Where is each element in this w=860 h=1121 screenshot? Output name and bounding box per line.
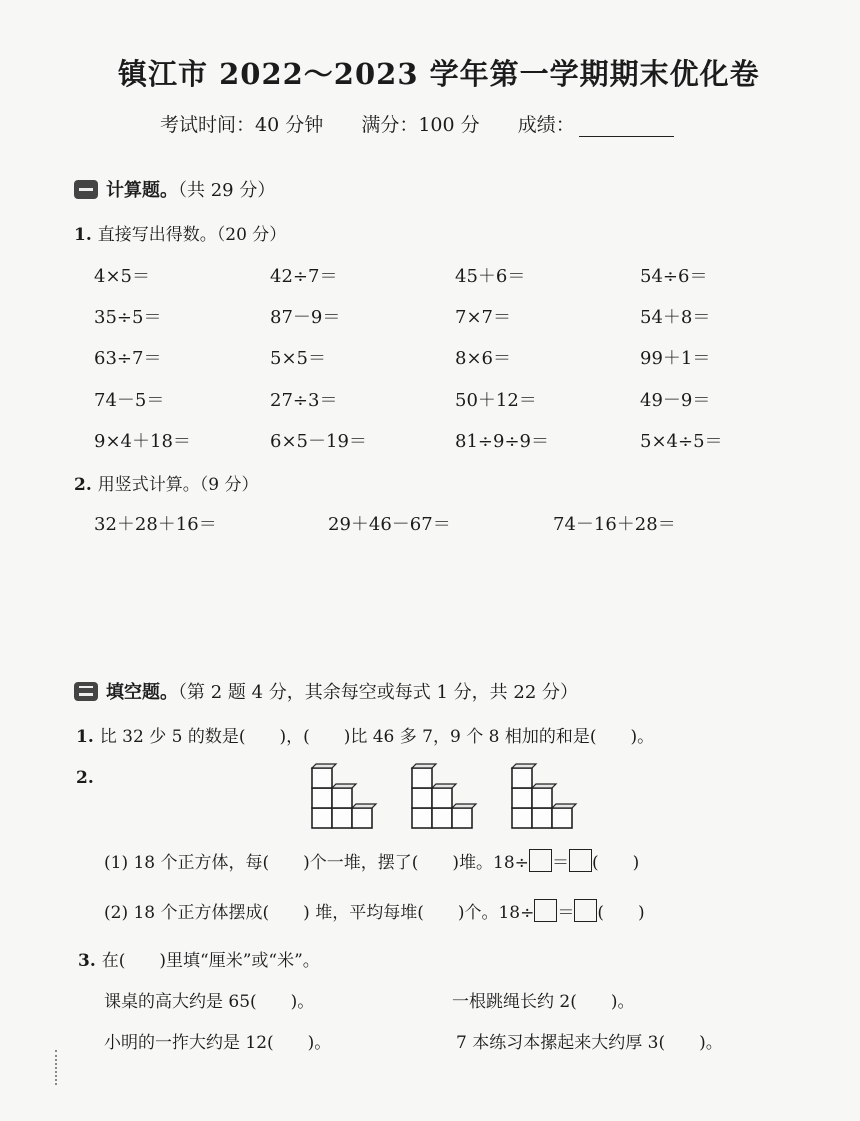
s2-q1-number: 1. xyxy=(76,727,94,747)
cube xyxy=(512,768,532,788)
calc-item: 6×5－19＝ xyxy=(270,431,367,452)
score-blank[interactable] xyxy=(579,118,674,137)
s1-q1-prompt xyxy=(74,220,286,245)
full-score: 满分：100 分 xyxy=(361,114,480,136)
section2-header xyxy=(74,678,578,704)
cube-top-face xyxy=(352,804,376,808)
calc-item: 54＋8＝ xyxy=(640,307,711,328)
calc-item: 87－9＝ xyxy=(270,307,341,328)
section1-header xyxy=(74,176,275,202)
cube xyxy=(532,788,552,808)
cube xyxy=(512,788,532,808)
cube-top-face xyxy=(552,804,576,808)
binding-margin-dots xyxy=(55,1050,59,1085)
cube-stacks-figure xyxy=(310,762,578,830)
s2-q3-number: 3. xyxy=(78,951,96,971)
vertical-calc-2: 29＋46－67＝ xyxy=(328,514,451,535)
cube xyxy=(432,788,452,808)
cube xyxy=(352,808,372,828)
s2-q2-number-wrap xyxy=(76,768,100,788)
section-one-icon xyxy=(74,180,98,199)
cube-stack-3 xyxy=(510,762,578,830)
cube xyxy=(452,808,472,828)
s2-q2-sub1 xyxy=(104,848,639,873)
s1-q2-text: 用竖式计算。（9 分） xyxy=(97,475,259,495)
calc-item: 74－5＝ xyxy=(94,390,165,411)
section2-title: 填空题。 xyxy=(106,682,178,703)
cube-top-face xyxy=(332,784,356,788)
section2-points: （第 2 题 4 分，其余每空或每式 1 分，共 22 分） xyxy=(178,682,579,703)
cube-top-face xyxy=(312,764,336,768)
calc-item: 9×4＋18＝ xyxy=(94,431,191,452)
section1-points: （共 29 分） xyxy=(178,180,276,201)
s1-q2-prompt xyxy=(74,470,258,495)
cube xyxy=(412,768,432,788)
calc-item: 63÷7＝ xyxy=(94,348,162,369)
s2-q2-sub1-tail: ( ) xyxy=(591,853,640,873)
calc-item: 5×4÷5＝ xyxy=(640,431,723,452)
calc-item: 4×5＝ xyxy=(94,266,150,287)
s2-q2-sub2-text: (2) 18 个正方体摆成( ) 堆，平均每堆( )个。18÷ xyxy=(104,903,535,923)
cube xyxy=(312,808,332,828)
unit-item-1: 课桌的高大约是 65( )。 xyxy=(104,992,315,1012)
score-label: 成绩： xyxy=(517,114,575,136)
answer-box[interactable] xyxy=(534,899,557,922)
s2-q3-prompt xyxy=(78,946,320,971)
cube xyxy=(332,808,352,828)
calc-item: 81÷9÷9＝ xyxy=(455,431,549,452)
cube xyxy=(532,808,552,828)
s1-q2-number: 2. xyxy=(74,475,92,495)
cube xyxy=(312,768,332,788)
unit-item-2: 一根跳绳长约 2( )。 xyxy=(452,992,635,1012)
equals-sign: ＝ xyxy=(557,903,575,923)
vertical-calc-3: 74－16＋28＝ xyxy=(553,514,676,535)
s2-q2-sub2 xyxy=(104,898,645,923)
answer-box[interactable] xyxy=(574,899,597,922)
cube-top-face xyxy=(532,784,556,788)
exam-info xyxy=(160,110,674,137)
calc-item: 99＋1＝ xyxy=(640,348,711,369)
cube xyxy=(412,788,432,808)
cube xyxy=(512,808,532,828)
calc-item: 45＋6＝ xyxy=(455,266,526,287)
s2-q2-number: 2. xyxy=(76,768,94,788)
calc-item: 42÷7＝ xyxy=(270,266,338,287)
answer-box[interactable] xyxy=(569,849,592,872)
calc-item: 54÷6＝ xyxy=(640,266,708,287)
s1-q1-number: 1. xyxy=(74,225,92,245)
cube xyxy=(332,788,352,808)
cube-stack-2 xyxy=(410,762,478,830)
cube xyxy=(312,788,332,808)
s2-q1-text: 比 32 少 5 的数是( )，( )比 46 多 7，9 个 8 相加的和是( )。 xyxy=(99,727,655,747)
cube xyxy=(412,808,432,828)
cube-top-face xyxy=(412,764,436,768)
section1-title: 计算题。 xyxy=(106,180,178,201)
calc-item: 8×6＝ xyxy=(455,348,511,369)
calc-item: 49－9＝ xyxy=(640,390,711,411)
cube xyxy=(552,808,572,828)
s2-q3-text: 在( )里填“厘米”或“米”。 xyxy=(101,951,320,971)
cube-top-face xyxy=(452,804,476,808)
vertical-calc-1: 32＋28＋16＝ xyxy=(94,514,217,535)
unit-item-4: 7 本练习本摞起来大约厚 3( )。 xyxy=(456,1033,723,1053)
equals-sign: ＝ xyxy=(551,853,569,873)
answer-box[interactable] xyxy=(529,849,552,872)
calc-item: 35÷5＝ xyxy=(94,307,162,328)
page-title: 镇江市 2022～2023 学年第一学期期末优化卷 xyxy=(118,57,760,91)
s2-q2-sub2-tail: ( ) xyxy=(597,903,645,923)
calc-item: 5×5＝ xyxy=(270,348,326,369)
exam-time: 考试时间：40 分钟 xyxy=(160,114,324,136)
cube-stack-1 xyxy=(310,762,378,830)
cube-top-face xyxy=(432,784,456,788)
section-two-icon xyxy=(74,682,98,701)
s2-q1 xyxy=(76,722,654,747)
calc-item: 50＋12＝ xyxy=(455,390,537,411)
cube-top-face xyxy=(512,764,536,768)
cube xyxy=(432,808,452,828)
calc-item: 27÷3＝ xyxy=(270,390,338,411)
calc-item: 7×7＝ xyxy=(455,307,511,328)
unit-item-3: 小明的一拃大约是 12( )。 xyxy=(104,1033,332,1053)
s2-q2-sub1-text: (1) 18 个正方体，每( )个一堆，摆了( )堆。18÷ xyxy=(104,853,529,873)
s1-q1-text: 直接写出得数。（20 分） xyxy=(97,225,287,245)
